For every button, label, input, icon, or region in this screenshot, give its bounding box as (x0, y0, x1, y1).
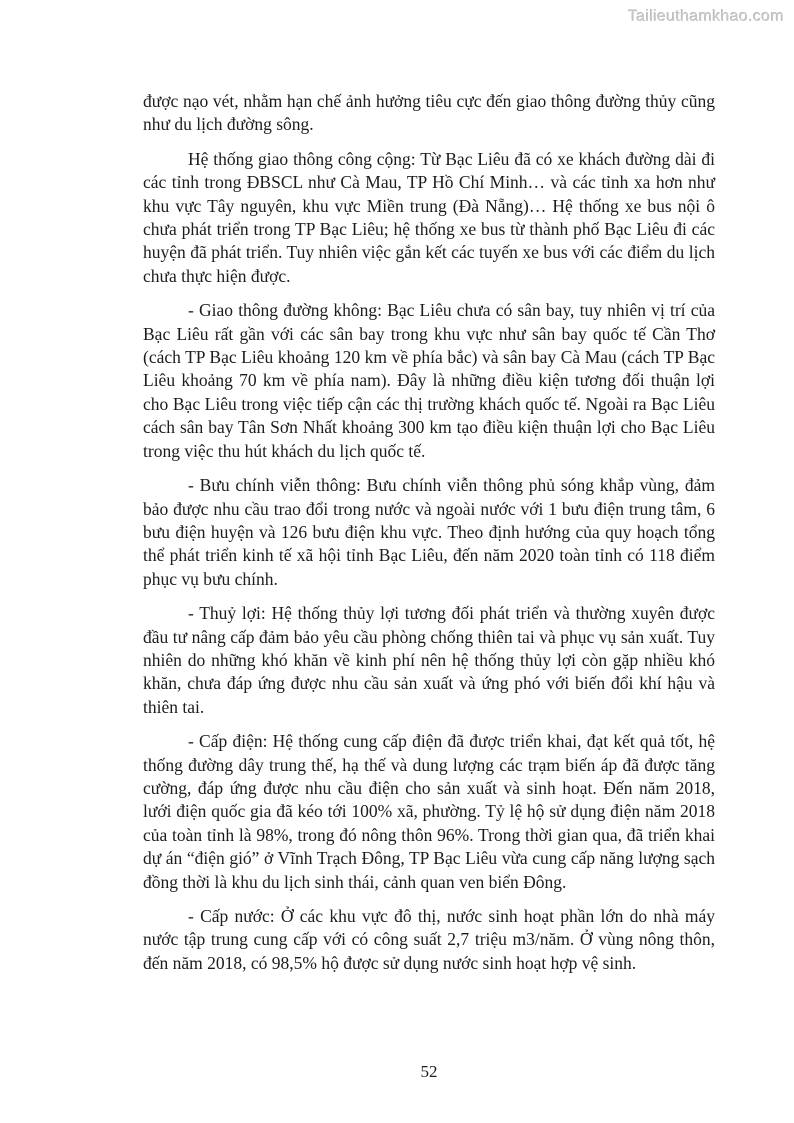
paragraph-irrigation: - Thuỷ lợi: Hệ thống thủy lợi tương đối phát triển và thường xuyên được đầu tư nâng cấp đảm bảo yêu cầu phòng chống thiên tai và phục vụ sản xuất. Tuy nhiên do những khó khăn về kinh phí nên hệ thống thủy lợi còn gặp nhiều khó khăn, chưa đáp ứng được nhu cầu sản xuất và ứng phó với biến đổi khí hậu và thiên tai. (143, 603, 715, 717)
paragraph-postal-telecom: - Bưu chính viễn thông: Bưu chính viễn thông phủ sóng khắp vùng, đảm bảo được nhu cầu trao đổi trong nước và ngoài nước với 1 bưu điện trung tâm, 6 bưu điện huyện và 126 bưu điện khu vực. Theo định hướng của quy hoạch tổng thể phát triển kinh tế xã hội tỉnh Bạc Liêu, đến năm 2020 toàn tỉnh có 118 điểm phục vụ bưu chính. (143, 475, 715, 589)
page-body (143, 90, 715, 986)
paragraph-electricity: - Cấp điện: Hệ thống cung cấp điện đã được triển khai, đạt kết quả tốt, hệ thống đường dây trung thế, hạ thế và dung lượng các trạm biến áp đã được tăng cường, đáp ứng được nhu cầu điện cho sản xuất và sinh hoạt. Đến năm 2018, lưới điện quốc gia đã kéo tới 100% xã, phường. Tỷ lệ hộ sử dụng điện năm 2018 của toàn tỉnh là 98%, trong đó nông thôn 96%. Trong thời gian qua, đã triển khai dự án “điện gió” ở Vĩnh Trạch Đông, TP Bạc Liêu vừa cung cấp năng lượng sạch đồng thời là khu du lịch sinh thái, cảnh quan ven biển Đông. (143, 731, 715, 892)
page-number: 52 (420, 1062, 438, 1081)
watermark-text: Tailieuthamkhao.com (628, 8, 784, 25)
paragraph-public-transport: Hệ thống giao thông công cộng: Từ Bạc Liêu đã có xe khách đường dài đi các tỉnh trong ĐBSCL như Cà Mau, TP Hồ Chí Minh… và các tỉnh xa hơn như khu vực Tây nguyên, khu vực Miền trung (Đà Nẵng)… Hệ thống xe bus nội ô chưa phát triển trong TP Bạc Liêu; hệ thống xe bus từ thành phố Bạc Liêu đi các huyện đã phát triển. Tuy nhiên việc gắn kết các tuyến xe bus với các điểm du lịch chưa thực hiện được. (143, 148, 715, 286)
paragraph-continuation: được nạo vét, nhằm hạn chế ảnh hưởng tiêu cực đến giao thông đường thủy cũng như du lịch đường sông. (143, 91, 715, 135)
paragraph-air-transport: - Giao thông đường không: Bạc Liêu chưa có sân bay, tuy nhiên vị trí của Bạc Liêu rất gần với các sân bay trong khu vực như sân bay quốc tế Cần Thơ (cách TP Bạc Liêu khoảng 120 km về phía bắc) và sân bay Cà Mau (cách TP Bạc Liêu khoảng 70 km về phía nam). Đây là những điều kiện tương đối thuận lợi cho Bạc Liêu trong việc tiếp cận các thị trường khách quốc tế. Ngoài ra Bạc Liêu cách sân bay Tân Sơn Nhất khoảng 300 km tạo điều kiện thuận lợi cho Bạc Liêu trong việc thu hút khách du lịch quốc tế. (143, 300, 715, 461)
paragraph-water-supply: - Cấp nước: Ở các khu vực đô thị, nước sinh hoạt phần lớn do nhà máy nước tập trung cung cấp với có công suất 2,7 triệu m3/năm. Ở vùng nông thôn, đến năm 2018, có 98,5% hộ được sử dụng nước sinh hoạt hợp vệ sinh. (143, 906, 715, 973)
